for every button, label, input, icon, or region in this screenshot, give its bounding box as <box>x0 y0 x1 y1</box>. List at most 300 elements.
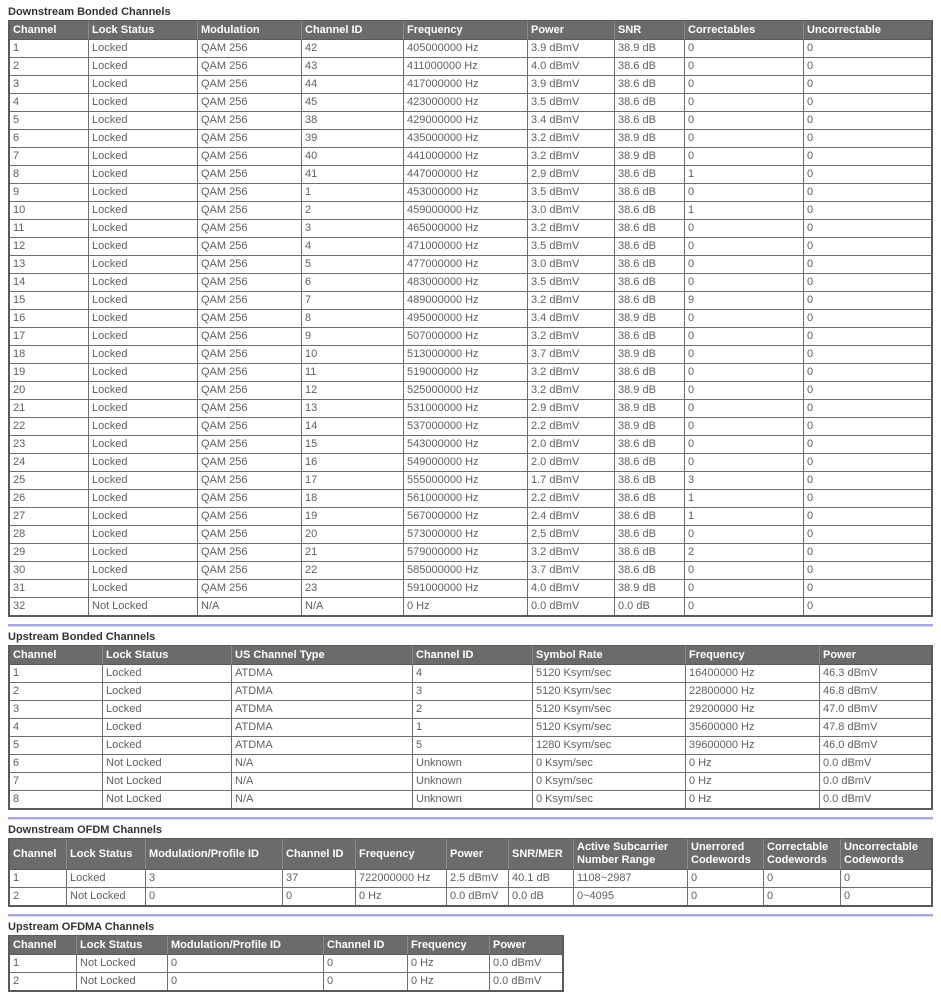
column-header: Active Subcarrier Number Range <box>574 839 688 870</box>
table-cell: 1 <box>302 184 404 202</box>
table-cell: 45 <box>302 94 404 112</box>
table-cell: 0 <box>685 274 804 292</box>
table-cell: 0 <box>685 40 804 58</box>
table-cell: 44 <box>302 76 404 94</box>
table-cell: N/A <box>232 773 413 791</box>
table-cell: 16 <box>302 454 404 472</box>
table-cell: 3.0 dBmV <box>528 202 615 220</box>
table-cell: N/A <box>302 598 404 615</box>
table-cell: 0 <box>804 400 931 418</box>
table-row <box>10 364 931 382</box>
table-cell: 0 Hz <box>404 598 528 615</box>
table-cell: QAM 256 <box>198 526 302 544</box>
table-cell: 441000000 Hz <box>404 148 528 166</box>
table-cell: 3.2 dBmV <box>528 130 615 148</box>
table-row <box>10 292 931 310</box>
table-cell: 0~4095 <box>574 888 688 905</box>
table-cell: 23 <box>10 436 89 454</box>
table-cell: 39600000 Hz <box>686 737 820 755</box>
table-cell: 0 <box>804 274 931 292</box>
table-cell: 1 <box>685 508 804 526</box>
table-cell: 10 <box>10 202 89 220</box>
column-header: Uncorrectable <box>804 21 931 40</box>
table-cell: Locked <box>103 719 232 737</box>
table-cell: Locked <box>89 166 198 184</box>
table-cell: 0 <box>688 888 764 905</box>
table-cell: 0 Ksym/sec <box>533 773 686 791</box>
table-cell: 1 <box>685 202 804 220</box>
table-cell: Not Locked <box>77 973 168 990</box>
downstream-bonded-table <box>8 20 933 617</box>
table-cell: 0 Hz <box>686 773 820 791</box>
table-cell: 3.5 dBmV <box>528 274 615 292</box>
table-cell: Locked <box>89 220 198 238</box>
table-cell: 38.6 dB <box>615 526 685 544</box>
table-cell: Locked <box>103 737 232 755</box>
table-cell: QAM 256 <box>198 328 302 346</box>
column-header: Frequency <box>408 936 490 955</box>
table-cell: 2 <box>302 202 404 220</box>
table-cell: QAM 256 <box>198 166 302 184</box>
table-cell: 549000000 Hz <box>404 454 528 472</box>
table-row <box>10 166 931 184</box>
table-cell: 0 <box>804 364 931 382</box>
table-cell: 0 <box>685 256 804 274</box>
table-cell: 471000000 Hz <box>404 238 528 256</box>
table-row <box>10 76 931 94</box>
table-cell: 0 <box>807 600 814 612</box>
table-cell: 43 <box>302 58 404 76</box>
table-cell: 38.6 dB <box>615 238 685 256</box>
table-header-row <box>10 936 562 955</box>
table-cell: Locked <box>89 40 198 58</box>
table-cell: 8 <box>10 791 103 808</box>
table-cell: 0 <box>685 220 804 238</box>
table-cell: 465000000 Hz <box>404 220 528 238</box>
table-cell: Unknown <box>413 773 533 791</box>
table-cell: QAM 256 <box>198 310 302 328</box>
table-cell: 10 <box>302 346 404 364</box>
column-header: Power <box>820 646 931 665</box>
table-cell: 28 <box>10 526 89 544</box>
table-row <box>10 665 931 683</box>
table-cell: QAM 256 <box>198 256 302 274</box>
table-cell: 0.0 dBmV <box>490 955 562 973</box>
column-header: Lock Status <box>89 21 198 40</box>
column-header: Lock Status <box>77 936 168 955</box>
table-cell: 537000000 Hz <box>404 418 528 436</box>
table-cell: 483000000 Hz <box>404 274 528 292</box>
table-cell: 2.0 dBmV <box>528 454 615 472</box>
downstream-ofdm-table <box>8 838 933 907</box>
table-cell: 0 <box>804 544 931 562</box>
table-cell: Locked <box>89 112 198 130</box>
column-header: US Channel Type <box>232 646 413 665</box>
table-cell: Locked <box>89 130 198 148</box>
table-cell: 2.9 dBmV <box>528 400 615 418</box>
table-cell: 2.2 dBmV <box>528 490 615 508</box>
table-cell: 46.8 dBmV <box>820 683 931 701</box>
table-header-row <box>10 839 931 870</box>
table-cell: 38.9 dB <box>615 580 685 598</box>
table-cell: 3.2 dBmV <box>528 544 615 562</box>
table-row <box>10 310 931 328</box>
table-cell: N/A <box>232 755 413 773</box>
table-cell: QAM 256 <box>198 400 302 418</box>
table-cell: 477000000 Hz <box>404 256 528 274</box>
table-cell: 38.6 dB <box>615 184 685 202</box>
table-cell: 453000000 Hz <box>404 184 528 202</box>
table-cell: 38.6 dB <box>615 256 685 274</box>
table-cell: 2.0 dBmV <box>528 436 615 454</box>
table-row <box>10 400 931 418</box>
table-cell: 2 <box>10 888 67 905</box>
table-cell: 0 <box>685 112 804 130</box>
table-cell: 543000000 Hz <box>404 436 528 454</box>
table-cell: 591000000 Hz <box>404 580 528 598</box>
column-header: Power <box>528 21 615 40</box>
table-cell: 1 <box>413 719 533 737</box>
table-cell: 0 <box>804 328 931 346</box>
table-cell: 38.6 dB <box>615 76 685 94</box>
table-cell: 525000000 Hz <box>404 382 528 400</box>
table-cell: 6 <box>10 755 103 773</box>
table-cell: 2.5 dBmV <box>447 870 509 888</box>
table-cell: QAM 256 <box>198 112 302 130</box>
table-row <box>10 791 931 808</box>
table-cell: 507000000 Hz <box>404 328 528 346</box>
table-row <box>10 526 931 544</box>
table-cell: 18 <box>10 346 89 364</box>
table-cell: 3 <box>413 683 533 701</box>
table-cell: QAM 256 <box>198 544 302 562</box>
table-cell: Not Locked <box>103 755 232 773</box>
table-cell: Locked <box>103 665 232 683</box>
table-cell: 3.9 dBmV <box>528 40 615 58</box>
table-cell: 16400000 Hz <box>686 665 820 683</box>
column-header: SNR <box>615 21 685 40</box>
table-cell: QAM 256 <box>198 436 302 454</box>
table-cell: Locked <box>103 701 232 719</box>
table-cell: 573000000 Hz <box>404 526 528 544</box>
table-cell: 0 <box>685 436 804 454</box>
table-cell: 3.9 dBmV <box>528 76 615 94</box>
table-row <box>10 701 931 719</box>
column-header: Symbol Rate <box>533 646 686 665</box>
table-cell: 555000000 Hz <box>404 472 528 490</box>
column-header: Frequency <box>356 839 447 870</box>
table-cell: 0 <box>804 346 931 364</box>
table-cell: QAM 256 <box>198 76 302 94</box>
table-cell: 4 <box>302 238 404 256</box>
table-cell: 38.6 dB <box>615 544 685 562</box>
table-cell: Unknown <box>413 755 533 773</box>
table-cell: 0 <box>804 130 931 148</box>
table-cell: Locked <box>89 490 198 508</box>
table-cell: 38.6 dB <box>615 220 685 238</box>
table-cell: 3 <box>302 220 404 238</box>
table-cell: QAM 256 <box>198 418 302 436</box>
column-header: Channel ID <box>302 21 404 40</box>
column-header: Lock Status <box>67 839 146 870</box>
table-cell: 0.0 dB <box>509 888 574 905</box>
table-cell: QAM 256 <box>198 58 302 76</box>
table-cell: 11 <box>10 220 89 238</box>
table-cell: Locked <box>89 94 198 112</box>
table-row <box>10 870 931 888</box>
table-cell: 37 <box>283 870 356 888</box>
table-cell: 22 <box>10 418 89 436</box>
table-cell: 0 <box>804 580 931 598</box>
table-cell: 3 <box>146 870 283 888</box>
table-row <box>10 472 931 490</box>
table-cell: Locked <box>67 870 146 888</box>
table-cell: 531000000 Hz <box>404 400 528 418</box>
table-cell: 0 <box>804 256 931 274</box>
table-cell: QAM 256 <box>198 508 302 526</box>
table-cell: 38.6 dB <box>615 454 685 472</box>
table-cell: 0 <box>804 508 931 526</box>
table-cell: 9 <box>302 328 404 346</box>
table-cell: QAM 256 <box>198 94 302 112</box>
table-cell: Locked <box>89 238 198 256</box>
upstream-bonded-title: Upstream Bonded Channels <box>8 631 156 643</box>
table-cell: QAM 256 <box>198 148 302 166</box>
table-cell: 3 <box>10 76 89 94</box>
table-cell: 0.0 dBmV <box>820 755 931 773</box>
table-row <box>10 112 931 130</box>
table-cell: Locked <box>89 256 198 274</box>
table-row <box>10 580 931 598</box>
table-cell: 1 <box>685 490 804 508</box>
table-cell: 0 <box>685 130 804 148</box>
table-cell: 0 <box>685 94 804 112</box>
table-cell: 3.5 dBmV <box>528 184 615 202</box>
table-cell: 46.0 dBmV <box>820 737 931 755</box>
table-cell: ATDMA <box>232 683 413 701</box>
table-cell: ATDMA <box>232 665 413 683</box>
table-cell: 38.9 dB <box>615 346 685 364</box>
table-cell: 38.9 dB <box>615 130 685 148</box>
table-cell: 1108~2987 <box>574 870 688 888</box>
table-cell: 38.6 dB <box>615 94 685 112</box>
table-cell: 38.6 dB <box>615 508 685 526</box>
table-cell: 423000000 Hz <box>404 94 528 112</box>
column-header: Power <box>447 839 509 870</box>
column-header: Power <box>490 936 562 955</box>
table-cell: 0 <box>841 870 931 888</box>
table-row <box>10 184 931 202</box>
table-row <box>10 256 931 274</box>
table-cell: 4 <box>413 665 533 683</box>
table-cell: 7 <box>10 773 103 791</box>
table-row <box>10 418 931 436</box>
table-cell: 0 <box>168 955 324 973</box>
table-cell: 0 <box>804 310 931 328</box>
table-cell: 3.2 dBmV <box>528 364 615 382</box>
table-cell: 2 <box>10 973 77 990</box>
table-cell: 0 <box>804 148 931 166</box>
table-cell: 41 <box>302 166 404 184</box>
table-cell: 3.7 dBmV <box>528 562 615 580</box>
table-cell: 0.0 dBmV <box>820 773 931 791</box>
table-cell: 0 <box>283 888 356 905</box>
column-header: Unerrored Codewords <box>688 839 764 870</box>
table-cell: 0 <box>685 148 804 166</box>
column-header: Frequency <box>404 21 528 40</box>
table-cell: 2 <box>10 683 103 701</box>
table-row <box>10 94 931 112</box>
table-cell: 38.6 dB <box>615 166 685 184</box>
table-cell: Not Locked <box>103 791 232 808</box>
table-cell: Locked <box>89 292 198 310</box>
table-cell: 38.6 dB <box>615 436 685 454</box>
table-cell: 0 <box>804 292 931 310</box>
table-cell: 5 <box>302 256 404 274</box>
table-cell: 567000000 Hz <box>404 508 528 526</box>
table-cell: 38.9 dB <box>615 418 685 436</box>
table-row <box>10 888 931 905</box>
table-cell: Locked <box>89 328 198 346</box>
table-cell: 0 <box>324 955 408 973</box>
table-cell: 0.0 dBmV <box>447 888 509 905</box>
table-cell: N/A <box>232 791 413 808</box>
table-cell: 0 <box>804 58 931 76</box>
table-cell: 489000000 Hz <box>404 292 528 310</box>
table-cell: 435000000 Hz <box>404 130 528 148</box>
table-cell: Locked <box>89 508 198 526</box>
table-cell: 2 <box>685 544 804 562</box>
table-cell: 722000000 Hz <box>356 870 447 888</box>
table-cell: 12 <box>302 382 404 400</box>
table-row <box>10 683 931 701</box>
table-cell: 5120 Ksym/sec <box>533 701 686 719</box>
table-cell: 24 <box>10 454 89 472</box>
table-cell: 5120 Ksym/sec <box>533 719 686 737</box>
table-cell: 0 <box>804 472 931 490</box>
table-row <box>10 490 931 508</box>
table-cell: 0 <box>685 400 804 418</box>
table-cell: 38.6 dB <box>615 112 685 130</box>
table-cell: 0 Ksym/sec <box>533 755 686 773</box>
table-cell: Not Locked <box>103 773 232 791</box>
column-header: Frequency <box>686 646 820 665</box>
table-cell: 0 <box>804 76 931 94</box>
table-cell: 6 <box>302 274 404 292</box>
table-cell: 2 <box>10 58 89 76</box>
table-cell: 2.2 dBmV <box>528 418 615 436</box>
table-cell: 23 <box>302 580 404 598</box>
table-cell: QAM 256 <box>198 346 302 364</box>
table-row <box>10 58 931 76</box>
table-cell: 561000000 Hz <box>404 490 528 508</box>
table-cell: 26 <box>10 490 89 508</box>
table-cell: 38.6 dB <box>615 58 685 76</box>
table-cell: 20 <box>302 526 404 544</box>
table-cell: 22800000 Hz <box>686 683 820 701</box>
table-cell: 38.9 dB <box>615 40 685 58</box>
column-header: Modulation <box>198 21 302 40</box>
table-row <box>10 346 931 364</box>
table-cell: 38.6 dB <box>615 274 685 292</box>
table-cell: Locked <box>89 454 198 472</box>
table-row <box>10 955 562 973</box>
column-header: Modulation/Profile ID <box>146 839 283 870</box>
table-cell: 0.0 dBmV <box>528 598 615 615</box>
table-cell: 38.6 dB <box>615 202 685 220</box>
table-cell: 21 <box>10 400 89 418</box>
table-cell: 0 Hz <box>686 791 820 808</box>
table-cell: Locked <box>89 400 198 418</box>
table-cell: 3.5 dBmV <box>528 238 615 256</box>
table-cell: 40.1 dB <box>509 870 574 888</box>
table-cell: Not Locked <box>67 888 146 905</box>
table-row <box>10 598 931 615</box>
table-cell: 0 Hz <box>408 955 490 973</box>
table-row <box>10 148 931 166</box>
column-header: Channel <box>10 646 103 665</box>
downstream-bonded-title: Downstream Bonded Channels <box>8 6 171 18</box>
table-cell: QAM 256 <box>198 40 302 58</box>
table-cell: 38.9 dB <box>615 148 685 166</box>
table-cell: 0 <box>804 220 931 238</box>
table-row <box>10 454 931 472</box>
table-cell: 429000000 Hz <box>404 112 528 130</box>
table-cell: 0 <box>804 418 931 436</box>
table-cell: 0 <box>146 888 283 905</box>
column-header: Lock Status <box>103 646 232 665</box>
table-row <box>10 274 931 292</box>
table-row <box>10 737 931 755</box>
table-cell: Locked <box>89 382 198 400</box>
table-cell: N/A <box>198 598 302 615</box>
table-cell: 405000000 Hz <box>404 40 528 58</box>
table-cell: 3.7 dBmV <box>528 346 615 364</box>
table-cell: 2.5 dBmV <box>528 526 615 544</box>
table-cell: 40 <box>302 148 404 166</box>
table-cell: 3.4 dBmV <box>528 112 615 130</box>
table-cell: 0 <box>168 973 324 990</box>
table-cell: 513000000 Hz <box>404 346 528 364</box>
table-cell: 38.9 dB <box>615 400 685 418</box>
table-cell: 29200000 Hz <box>686 701 820 719</box>
column-header: Channel <box>10 839 67 870</box>
table-cell: 25 <box>10 472 89 490</box>
table-cell: Unknown <box>413 791 533 808</box>
table-cell: 0 <box>685 184 804 202</box>
table-cell: 0 <box>804 490 931 508</box>
table-cell: 0.0 dB <box>615 598 685 615</box>
column-header: SNR/MER <box>509 839 574 870</box>
table-cell: 1.7 dBmV <box>528 472 615 490</box>
table-cell: 0 Hz <box>686 755 820 773</box>
table-cell: 0 <box>685 310 804 328</box>
section-divider <box>8 817 933 820</box>
table-cell: 32 <box>10 598 89 615</box>
column-header: Channel ID <box>413 646 533 665</box>
table-cell: 0 <box>804 454 931 472</box>
table-cell: QAM 256 <box>198 130 302 148</box>
table-cell: Locked <box>89 202 198 220</box>
table-cell: 39 <box>302 130 404 148</box>
table-cell: 38.6 dB <box>615 472 685 490</box>
table-row <box>10 562 931 580</box>
table-cell: 3.2 dBmV <box>528 148 615 166</box>
table-cell: Locked <box>89 184 198 202</box>
table-cell: QAM 256 <box>198 490 302 508</box>
table-cell: QAM 256 <box>198 184 302 202</box>
table-cell: 38.6 dB <box>615 490 685 508</box>
